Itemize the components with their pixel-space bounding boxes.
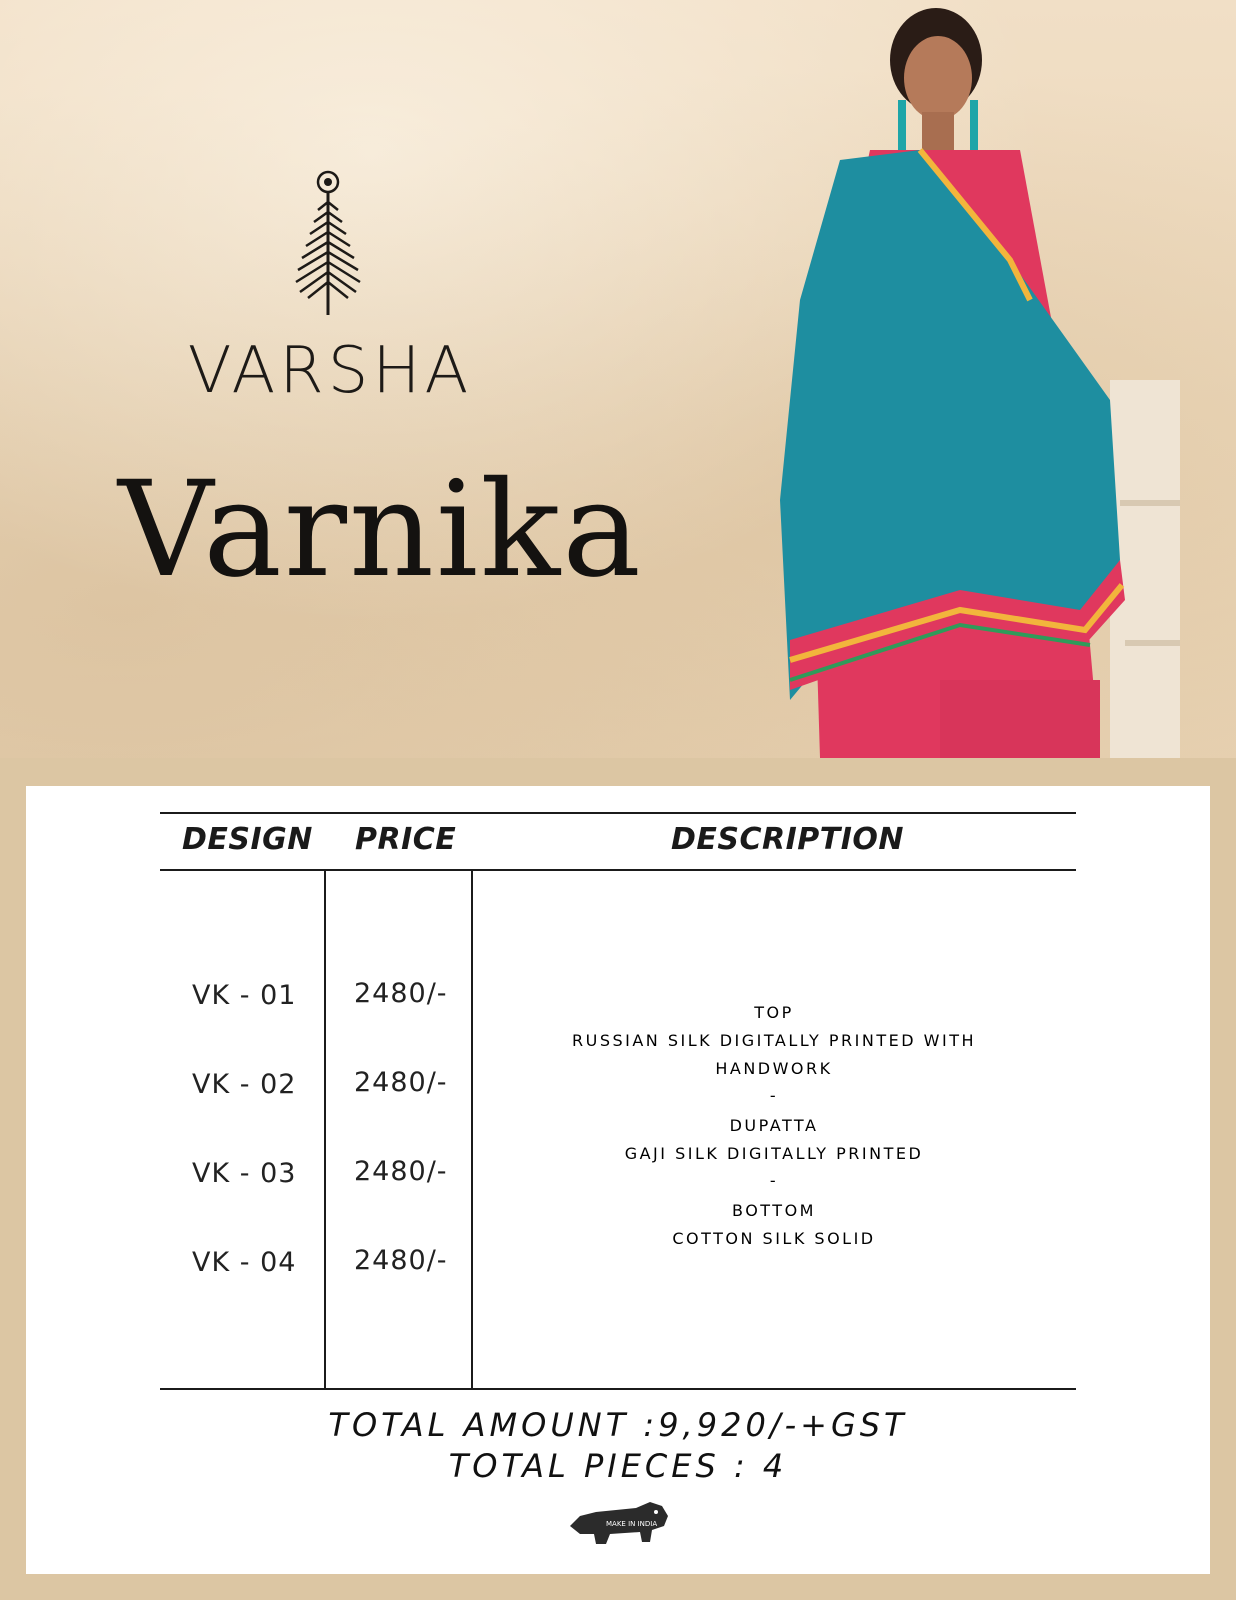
desc-bottom-value: COTTON SILK SOLID [672,1229,876,1248]
brand-name: VARSHA [187,334,473,408]
header-bottom-rule [160,869,1076,871]
total-amount: TOTAL AMOUNT :9,920/-+GST [328,1406,908,1444]
design-code: VK - 04 [192,1247,297,1278]
table-bottom-rule [160,1388,1076,1390]
design-code: VK - 01 [192,980,297,1011]
header-design: DESIGN [182,822,313,857]
header-description: DESCRIPTION [671,822,905,857]
desc-separator: - [769,1086,779,1105]
column-divider [324,870,326,1389]
design-price: 2480/- [354,978,448,1009]
design-code: VK - 03 [192,1158,297,1189]
desc-bottom-title: BOTTOM [732,1201,816,1220]
make-in-india-lion-icon [566,1496,672,1546]
desc-dupatta-title: DUPATTA [729,1116,819,1135]
design-price: 2480/- [354,1067,448,1098]
desc-dupatta-value: GAJI SILK DIGITALLY PRINTED [624,1144,924,1163]
make-in-india-text: MAKE IN INDIA [606,1520,658,1528]
design-price: 2480/- [354,1245,448,1276]
desc-top-line: HANDWORK [715,1059,833,1078]
header-price: PRICE [355,822,457,857]
model-photo [780,0,1180,758]
design-code: VK - 02 [192,1069,297,1100]
column-divider [471,870,473,1389]
tree-logo-icon [288,170,368,320]
hero-banner [0,0,1236,758]
design-price: 2480/- [354,1156,448,1187]
desc-separator: - [769,1171,779,1190]
desc-top-title: TOP [754,1003,794,1022]
desc-top-line: RUSSIAN SILK DIGITALLY PRINTED WITH [571,1031,976,1050]
collection-title: Varnika [118,453,643,607]
total-pieces: TOTAL PIECES : 4 [448,1447,788,1485]
table-top-rule [160,812,1076,814]
